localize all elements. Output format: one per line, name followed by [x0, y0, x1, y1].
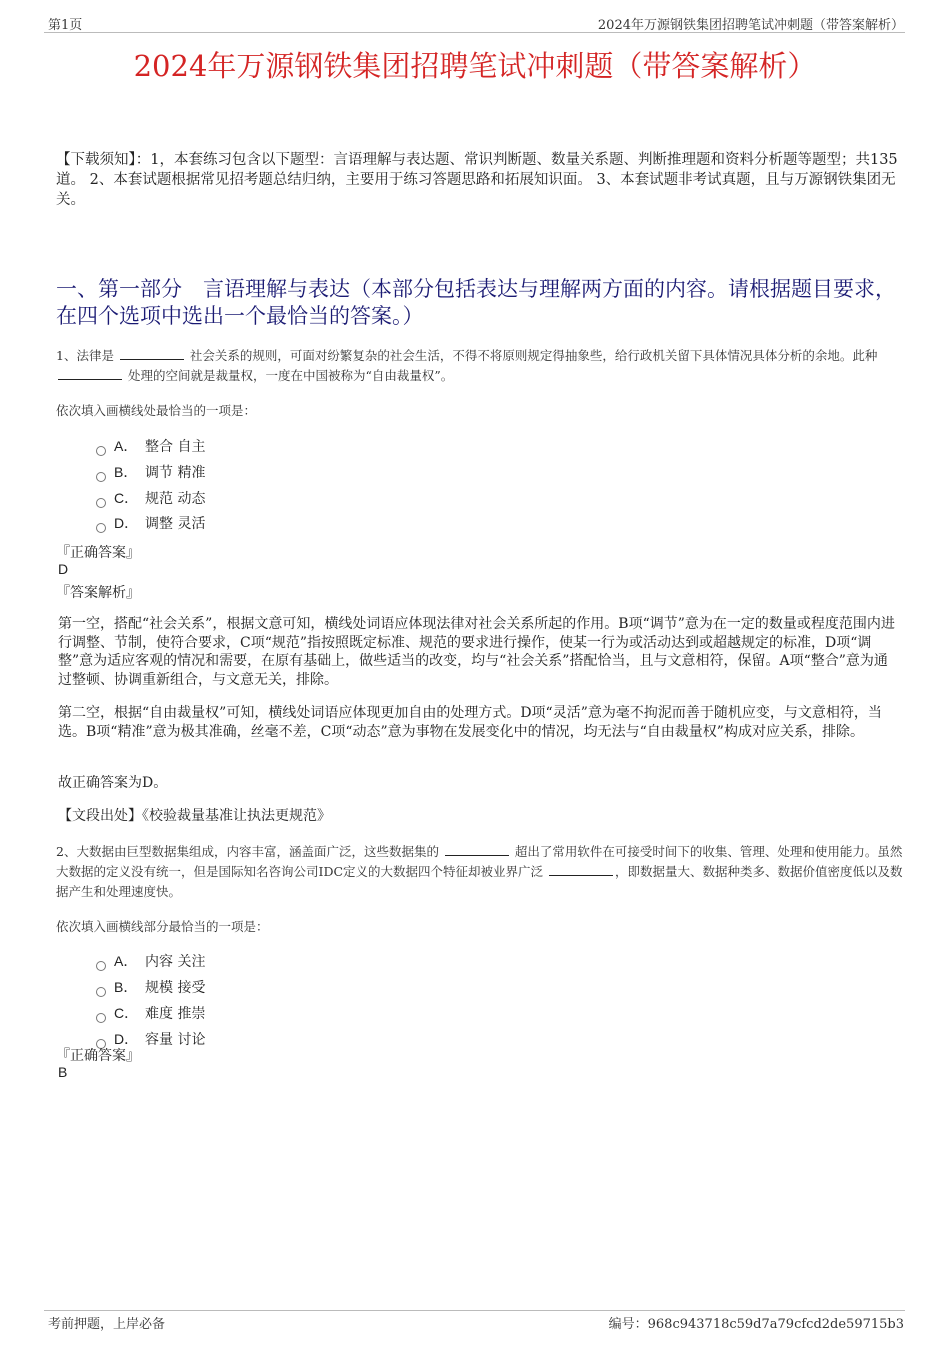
fill-blank	[445, 843, 509, 856]
question-2-prompt: 依次填入画横线部分最恰当的一项是：	[56, 919, 269, 934]
correct-answer-label: 『正确答案』	[56, 545, 140, 561]
source-citation: 【文段出处】《校验裁量基准让执法更规范》	[58, 808, 331, 824]
question-2-stem-part: 超出了常用软件在可接受时间下的收集、管理、处理和使用能力。虽然大数据的定义没有统一，但是国际知名咨询公司IDC定义的大数据四个特征却被业界广泛	[56, 844, 903, 879]
question-1-stem-part: 社会关系的规则，可面对纷繁复杂的社会生活，不得不将原则规定得抽象些，给行政机关留下具体情况具体分析的余地。此种	[185, 348, 878, 363]
option-letter: C．	[114, 490, 139, 506]
footer-rule	[44, 1310, 905, 1311]
question-1-stem-part: 1、法律是	[56, 348, 118, 363]
header-rule	[44, 32, 905, 33]
question-2-option-c[interactable]	[96, 1004, 205, 1023]
question-1-option-a[interactable]	[96, 437, 205, 456]
option-text: 内容 关注	[145, 954, 206, 970]
document-id: 编号：968c943718c59d7a79cfcd2de59715b3	[608, 1317, 904, 1332]
question-1-prompt: 依次填入画横线处最恰当的一项是：	[56, 403, 257, 418]
question-2-stem-part: ，即数据量大、数据种类多、数据价值密度低以及数据产生和处理速度快。	[56, 864, 903, 899]
correct-answer-label: 『正确答案』	[56, 1048, 140, 1064]
radio-button[interactable]	[96, 987, 106, 997]
radio-button[interactable]	[96, 961, 106, 971]
explanation-paragraph-2: 第二空，根据“自由裁量权”可知，横线处词语应体现更加自由的处理方式。D项“灵活”意为毫不拘泥而善于随机应变，与文意相符，当选。B项“精准”意为极其准确，丝毫不差，C项“动态”意为事物在发展变化中的情况，均无法与“自由裁量权”构成对应关系，排除。	[58, 705, 882, 740]
correct-answer-value: B	[58, 1064, 68, 1080]
document-title: 2024年万源钢铁集团招聘笔试冲刺题（带答案解析）	[133, 49, 817, 83]
option-letter: B．	[114, 464, 138, 480]
section-heading: 一、第一部分 言语理解与表达（本部分包括表达与理解两方面的内容。请根据题目要求，在四个选项中选出一个最恰当的答案。）	[56, 277, 896, 328]
option-text: 难度 推崇	[145, 1006, 206, 1022]
explanation-label: 『答案解析』	[56, 585, 140, 601]
question-2-option-b[interactable]	[96, 978, 205, 997]
question-2-stem-part: 2、大数据由巨型数据集组成，内容丰富，涵盖面广泛，这些数据集的	[56, 844, 443, 859]
question-2-stem	[56, 842, 906, 902]
option-letter: D．	[114, 1031, 139, 1047]
question-1-option-d[interactable]	[96, 514, 205, 533]
radio-button[interactable]	[96, 523, 106, 533]
option-text: 规范 动态	[145, 491, 206, 507]
download-notice: 【下载须知】：1，本套练习包含以下题型：言语理解与表达题、常识判断题、数量关系题、判断推理题和资料分析题等题型；共135道。 2、本套试题根据常见招考题总结归纳，主要用于练习答题思路和拓展知识面。 3、本套试题非考试真题，且与万源钢铁集团无关。	[56, 152, 898, 208]
option-text: 规模 接受	[145, 980, 206, 996]
option-letter: A．	[114, 953, 138, 969]
option-text: 容量 讨论	[145, 1032, 206, 1048]
fill-blank	[120, 347, 184, 360]
option-letter: A．	[114, 438, 138, 454]
page-number: 第1页	[48, 18, 83, 33]
question-1-stem	[56, 346, 906, 386]
option-text: 调整 灵活	[145, 516, 206, 532]
radio-button[interactable]	[96, 498, 106, 508]
option-letter: D．	[114, 515, 139, 531]
question-1-option-b[interactable]	[96, 463, 205, 482]
radio-button[interactable]	[96, 472, 106, 482]
fill-blank	[58, 367, 122, 380]
explanation-conclusion: 故正确答案为D。	[58, 775, 168, 791]
option-text: 调节 精准	[145, 465, 206, 481]
question-2-option-a[interactable]	[96, 952, 205, 971]
question-1-stem-part: 处理的空间就是裁量权，一度在中国被称为“自由裁量权”。	[124, 368, 454, 383]
question-1-option-c[interactable]	[96, 489, 205, 508]
correct-answer-value: D	[58, 561, 69, 577]
option-letter: C．	[114, 1005, 139, 1021]
fill-blank	[549, 863, 613, 876]
option-text: 整合 自主	[145, 439, 206, 455]
option-letter: B．	[114, 979, 138, 995]
footer-slogan: 考前押题，上岸必备	[48, 1317, 166, 1332]
radio-button[interactable]	[96, 446, 106, 456]
header-doc-title: 2024年万源钢铁集团招聘笔试冲刺题（带答案解析）	[597, 18, 904, 33]
radio-button[interactable]	[96, 1013, 106, 1023]
explanation-paragraph-1: 第一空，搭配“社会关系”，根据文意可知，横线处词语应体现法律对社会关系所起的作用。B项“调节”意为在一定的数量或程度范围内进行调整、节制，使符合要求，C项“规范”指按照既定标准、规范的要求进行操作，使某一行为或活动达到或超越规定的标准，D项“调整”意为适应客观的情况和需要，在原有基础上，做些适当的改变，均与“社会关系”搭配恰当，且与文意相符，保留。A项“整合”意为通过整顿、协调重新组合，与文意无关，排除。	[58, 616, 895, 688]
